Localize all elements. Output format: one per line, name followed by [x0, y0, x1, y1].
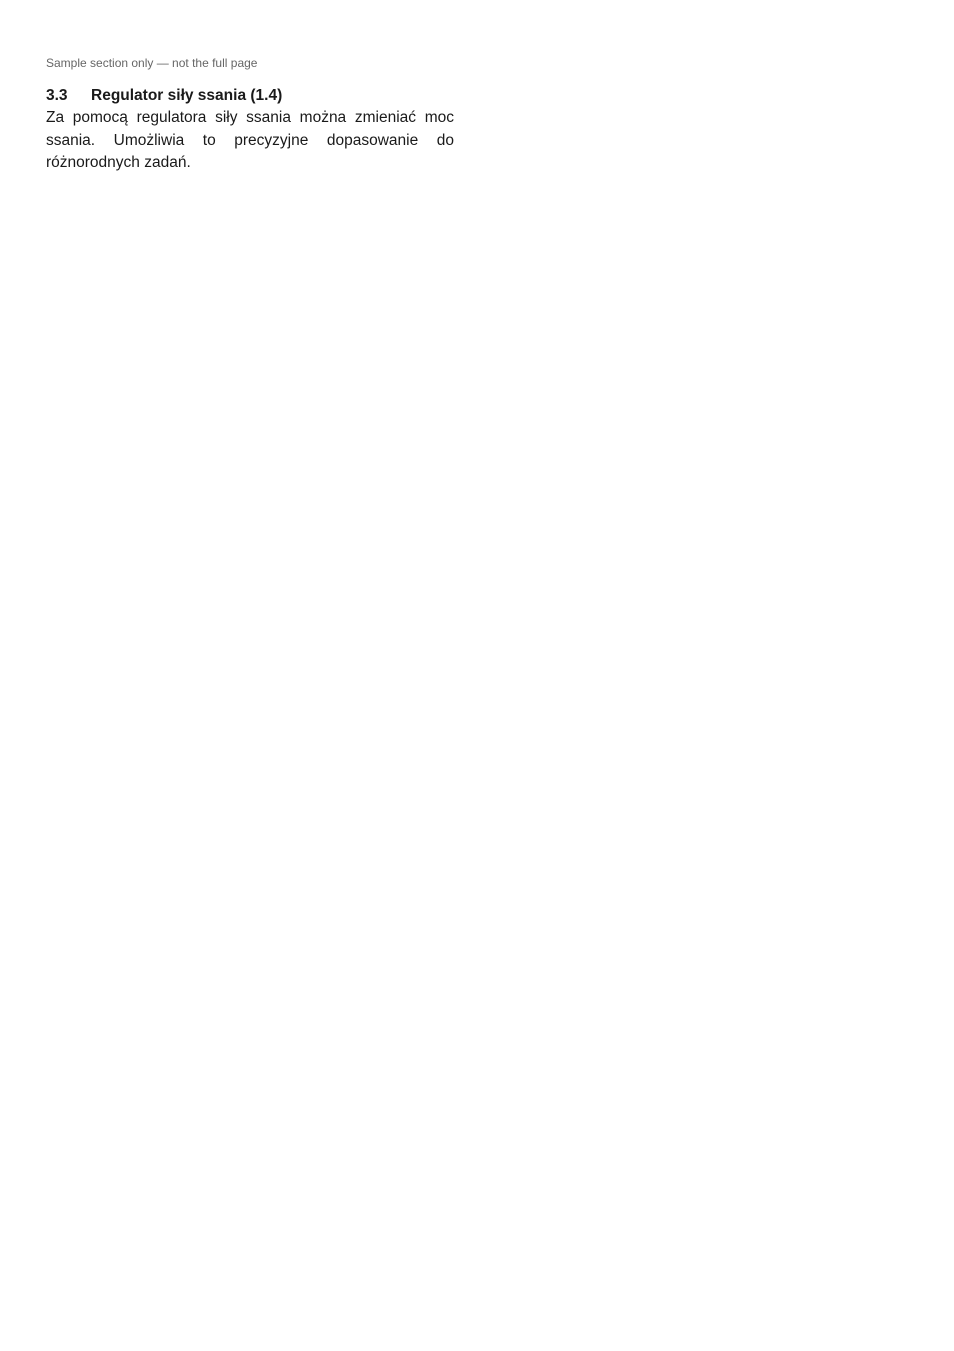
section-number: 3.3	[46, 86, 68, 104]
sample-notice: Sample section only — not the full page	[46, 56, 258, 70]
section-title: Regulator siły ssania (1.4)	[91, 86, 283, 104]
section-paragraph: Za pomocą regulatora siły ssania można zmieniać moc ssania. Umożliwia to precyzyjne dopasowanie do różnorodnych zadań.	[46, 109, 454, 171]
sample-section	[46, 52, 454, 175]
section-heading	[46, 85, 454, 108]
